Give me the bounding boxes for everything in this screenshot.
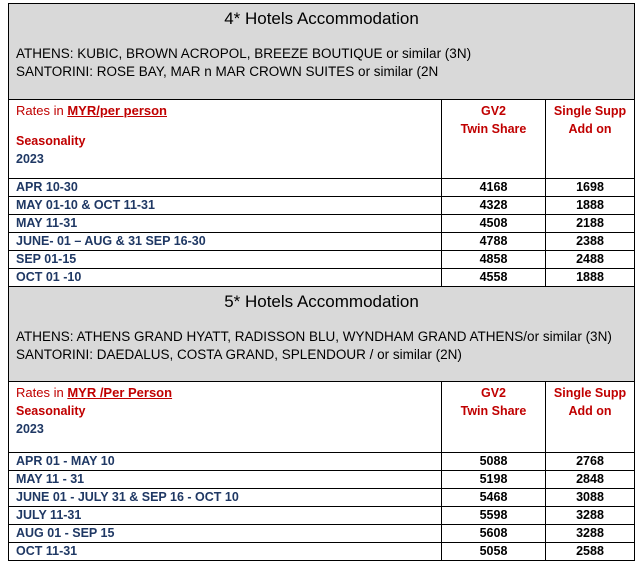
single-supp-cell: 2188 [546, 215, 635, 233]
twin-share-cell: 4788 [442, 233, 546, 251]
four-star-rates-label: Rates in MYR/per person [16, 103, 167, 118]
four-star-year: 2023 [16, 152, 44, 166]
season-cell: MAY 11 - 31 [9, 471, 442, 489]
single-supp-cell: 1698 [546, 179, 635, 197]
five-star-rates-label: Rates in MYR /Per Person [16, 385, 173, 400]
five-star-header [9, 287, 635, 382]
single-supp-cell: 1888 [546, 269, 635, 287]
single-supp-cell: 2588 [546, 543, 635, 561]
twin-share-cell: 4328 [442, 197, 546, 215]
five-star-title: 5* Hotels Accommodation [224, 292, 419, 311]
four-star-santorini-hotels: SANTORINI: ROSE BAY, MAR n MAR CROWN SUITES or similar (2N [16, 64, 439, 79]
table-row [9, 543, 635, 561]
season-cell: APR 01 - MAY 10 [9, 453, 442, 471]
season-cell: AUG 01 - SEP 15 [9, 525, 442, 543]
four-star-header [9, 4, 635, 100]
twin-share-cell: 4508 [442, 215, 546, 233]
four-star-title: 4* Hotels Accommodation [224, 9, 419, 28]
five-star-athens-hotels: ATHENS: ATHENS GRAND HYATT, RADISSON BLU, WYNDHAM GRAND ATHENS/or similar (3N) [16, 329, 612, 344]
four-star-single-header: Single Supp Add on [546, 100, 635, 179]
season-cell: JUNE 01 - JULY 31 & SEP 16 - OCT 10 [9, 489, 442, 507]
table-row [9, 507, 635, 525]
table-row [9, 233, 635, 251]
five-star-column-header [9, 382, 635, 453]
season-cell: JUNE- 01 – AUG & 31 SEP 16-30 [9, 233, 442, 251]
four-star-seasonality: Seasonality [16, 134, 86, 148]
four-star-athens-hotels: ATHENS: KUBIC, BROWN ACROPOL, BREEZE BOUTIQUE or similar (3N) [16, 46, 472, 61]
season-cell: SEP 01-15 [9, 251, 442, 269]
five-star-seasonality: Seasonality [16, 404, 86, 418]
rates-table [8, 3, 635, 561]
twin-share-cell: 5598 [442, 507, 546, 525]
twin-share-cell: 5468 [442, 489, 546, 507]
five-star-single-header: Single Supp Add on [546, 382, 635, 453]
single-supp-cell: 3288 [546, 507, 635, 525]
single-supp-cell: 2768 [546, 453, 635, 471]
season-cell: OCT 01 -10 [9, 269, 442, 287]
twin-share-cell: 5088 [442, 453, 546, 471]
season-cell: APR 10-30 [9, 179, 442, 197]
single-supp-cell: 3288 [546, 525, 635, 543]
single-supp-cell: 2488 [546, 251, 635, 269]
four-star-gv2-header: GV2 Twin Share [442, 100, 546, 179]
single-supp-cell: 1888 [546, 197, 635, 215]
season-cell: MAY 01-10 & OCT 11-31 [9, 197, 442, 215]
twin-share-cell: 4558 [442, 269, 546, 287]
single-supp-cell: 2848 [546, 471, 635, 489]
five-star-year: 2023 [16, 422, 44, 436]
five-star-gv2-header: GV2 Twin Share [442, 382, 546, 453]
table-row [9, 453, 635, 471]
rates-document [8, 3, 634, 561]
season-cell: JULY 11-31 [9, 507, 442, 525]
single-supp-cell: 2388 [546, 233, 635, 251]
twin-share-cell: 4858 [442, 251, 546, 269]
season-cell: MAY 11-31 [9, 215, 442, 233]
twin-share-cell: 4168 [442, 179, 546, 197]
table-row [9, 215, 635, 233]
table-row [9, 251, 635, 269]
twin-share-cell: 5608 [442, 525, 546, 543]
table-row [9, 471, 635, 489]
season-cell: OCT 11-31 [9, 543, 442, 561]
table-row [9, 179, 635, 197]
table-row [9, 197, 635, 215]
twin-share-cell: 5198 [442, 471, 546, 489]
single-supp-cell: 3088 [546, 489, 635, 507]
four-star-column-header [9, 100, 635, 179]
table-row [9, 525, 635, 543]
table-row [9, 269, 635, 287]
table-row [9, 489, 635, 507]
five-star-santorini-hotels: SANTORINI: DAEDALUS, COSTA GRAND, SPLENDOUR / or similar (2N) [16, 347, 462, 362]
twin-share-cell: 5058 [442, 543, 546, 561]
